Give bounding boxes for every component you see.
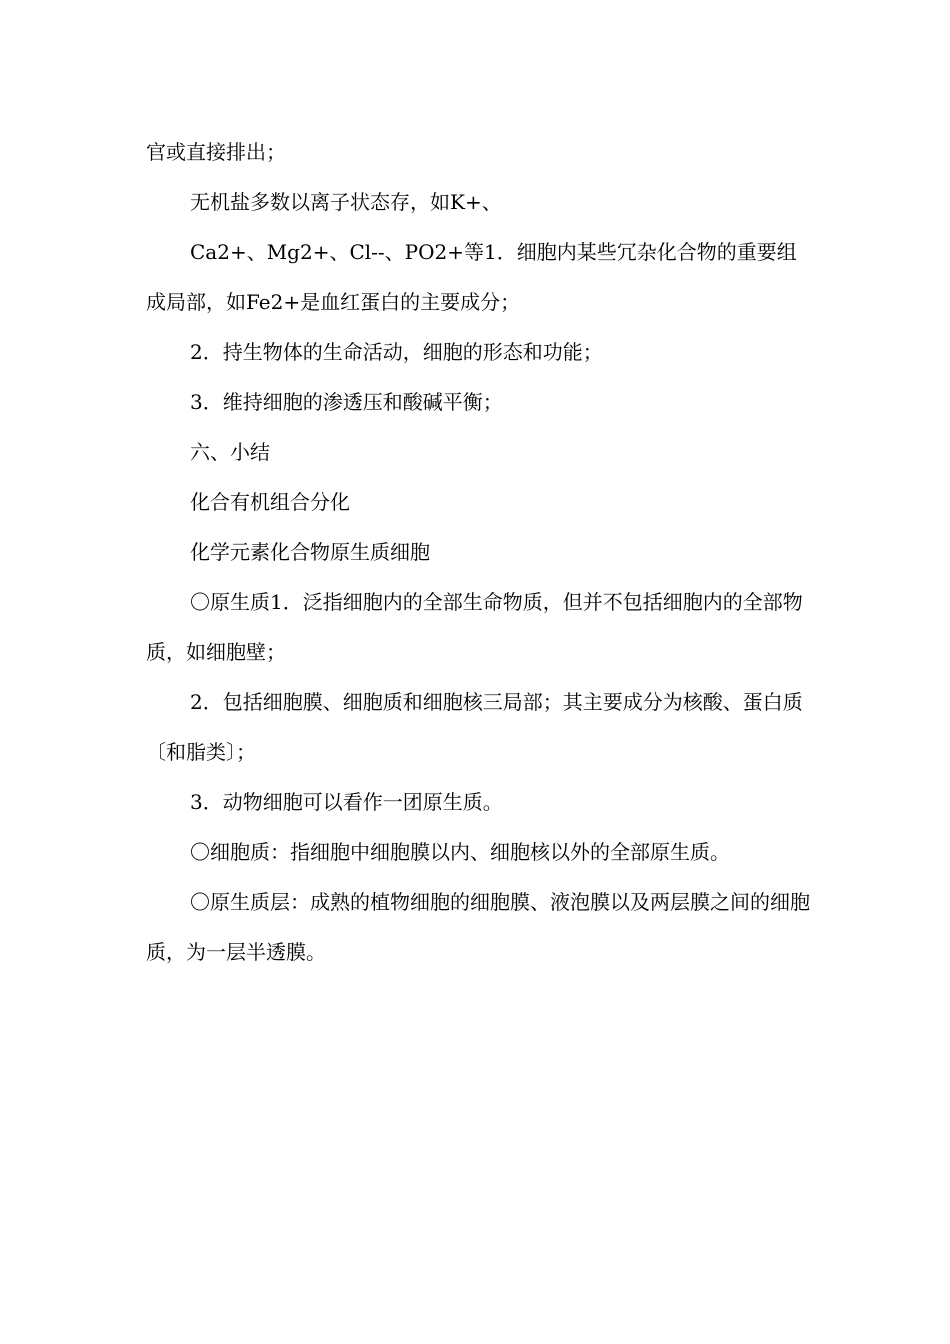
paragraph-function-3: 3．维持细胞的渗透压和酸碱平衡； xyxy=(190,390,503,414)
paragraph-inorganic-salts: 无机盐多数以离子状态存，如K+、 xyxy=(190,190,502,214)
paragraph-cytoplasm: 〇细胞质：指细胞中细胞膜以内、细胞核以外的全部原生质。 xyxy=(190,840,730,864)
paragraph-ions-function-1: Ca2+、Mg2+、Cl--、PO2+等1．细胞内某些冗杂化合物的重要组成局部，如Fe2+是血红蛋白的主要成分； xyxy=(146,240,797,314)
paragraph-summary-line-2: 化学元素化合物原生质细胞 xyxy=(190,540,430,564)
paragraph-summary-line-1: 化合有机组合分化 xyxy=(190,490,350,514)
paragraph-function-2: 2．持生物体的生命活动，细胞的形态和功能； xyxy=(190,340,603,364)
paragraph-protoplasm-2: 2．包括细胞膜、细胞质和细胞核三局部；其主要成分为核酸、蛋白质〔和脂类〕； xyxy=(146,690,803,764)
paragraph-protoplast-layer: 〇原生质层：成熟的植物细胞的细胞膜、液泡膜以及两层膜之间的细胞质，为一层半透膜。 xyxy=(146,890,810,964)
section-heading-summary: 六、小结 xyxy=(190,440,270,464)
paragraph-protoplasm-1: 〇原生质1．泛指细胞内的全部生命物质，但并不包括细胞内的全部物质，如细胞壁； xyxy=(146,590,803,664)
paragraph-continuation: 官或直接排出； xyxy=(146,140,286,164)
paragraph-protoplasm-3: 3．动物细胞可以看作一团原生质。 xyxy=(190,790,503,814)
document-body xyxy=(146,127,810,977)
